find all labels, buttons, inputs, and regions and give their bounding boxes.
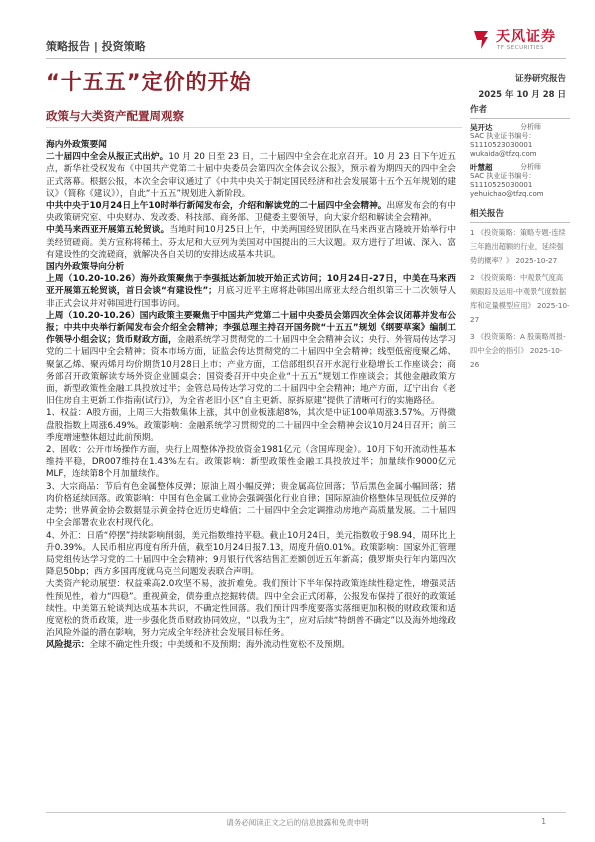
subtitle-divider bbox=[46, 127, 462, 128]
logo-english-name: TF SECURITIES bbox=[497, 45, 544, 51]
authors-heading: 作者 bbox=[470, 103, 570, 119]
related-report-title[interactable]: 2 《投资策略：中观景气度高频跟踪及运用-中观景气度数据库和定量模型应用》 bbox=[470, 273, 567, 310]
paragraph bbox=[46, 639, 456, 651]
related-report-item[interactable] bbox=[470, 330, 570, 372]
paragraph-lead: 上周（10.20-10.26）海外政策聚焦于李强抵达新加坡开始正式访问；10月24日-27日，中美在马来西亚开展第五轮贸谈，首日会谈“有建设性”； bbox=[46, 274, 456, 297]
author-name: 叶慧超 bbox=[470, 163, 493, 172]
paragraph bbox=[46, 273, 456, 310]
author-name: 吴开达 bbox=[470, 123, 493, 132]
paragraph-lead: 上周（10.20-10.26）国内政策主要聚焦于中国共产党第二十届中央委员会第四次全体会议闭幕并发布公报；中共中央举行新闻发布会介绍全会精神；李强总理主持召开国务院“十五五”规划《纲要草案》编制工作领导小组会议；货币财政方面， bbox=[46, 310, 456, 346]
header-divider bbox=[46, 58, 566, 59]
paragraph-text: 金融系统学习贯彻党的二十届四中全会精神会议；央行、外管局传达学习党的二十届四中全会精神；资本市场方面，证监会传达贯彻党的二十届四中全会精神；线型低密度聚乙烯、聚氯乙烯、聚丙烯月均价期货10月28日上市；产业方面，工信部组织召开水泥行业稳增长工作座谈会；商务部召开政策解读专场外资企业圆桌会；国资委召开中央企业“十五五”规划工作座谈会；其他金融政策方面，新型政策性金融工具投放过半；金管总局传达学习党的二十届四中全会精神；地产方面，辽宁出台《老旧住房自主更新工作指南(试行)》，为全省老旧小区“自主更新、原拆原建”提供了清晰可行的实施路径。 bbox=[46, 335, 457, 407]
paragraph-text: 当地时间10月25日上午，中美两国经贸团队在马来西亚吉隆坡开始举行中美经贸磋商。美方宣称将稀土、芬太尼和大豆列为美国对中国提出的三大议题。双方进行了坦诚、深入、富有建设性的交流磋商，就解决各自关切的安排达成基本共识。 bbox=[46, 225, 457, 260]
brand-logo bbox=[470, 26, 570, 56]
related-report-date: 2025-10-26 bbox=[470, 346, 563, 369]
paragraph-text: 出席发布会的有中央政策研究室、中央财办、发改委、科技部、商务部、卫健委主要领导，向大家介绍和解读全会精神。 bbox=[46, 201, 456, 224]
section-heading: 海内外政策要闻 bbox=[46, 140, 107, 150]
author-role: 分析师 bbox=[520, 123, 541, 131]
paragraph bbox=[46, 224, 456, 261]
footer-divider bbox=[46, 812, 566, 813]
paragraph-lead: 中美马来西亚开展第五轮贸谈。 bbox=[46, 225, 170, 236]
page-number: 1 bbox=[541, 817, 546, 826]
report-date: 2025 年 10 月 28 日 bbox=[478, 90, 566, 100]
sidebar bbox=[470, 103, 570, 372]
footer-disclaimer: 请务必阅读正文之后的信息披露和免责申明 bbox=[226, 818, 369, 827]
related-report-date: 2025-10-27 bbox=[515, 256, 558, 265]
author-cert: SAC 执业证书编号：S1110523030001 bbox=[470, 132, 536, 149]
paragraph: 大类资产轮动展望：权益乘高2.0攻坚不易，波折难免。我们预计下半年保持政策连续性稳定性，增强灵活性预见性，着力“四稳”。重视黄金，债券重点挖掘转债。四中全会正式闭幕，公报发布保持了很好的政策延续性。中美第五轮谈判达成基本共识，不确定性回落。我们预计四季度要落实落细更加积极的财政政策和适度宽松的货币政策，进一步强化货币财政协同效应，“以我为主”，应对后续“特朗普不确定”以及海外地缘政治风险外溢的潜在影响，努力完成全年经济社会发展目标任务。 bbox=[46, 579, 456, 639]
author-cert: SAC 执业证书编号：S1110525030001 bbox=[470, 172, 536, 189]
related-report-title[interactable]: 1 《投资策略：策略专题-连续三年跑出超额的行业，延续强势的概率？》 bbox=[470, 228, 566, 265]
report-body bbox=[46, 139, 456, 652]
paragraph-lead: 中共中央于10月24日上午10时举行新闻发布会，介绍和解读党的二十届四中全会精神。 bbox=[46, 201, 387, 212]
author-card bbox=[470, 163, 570, 199]
related-reports-heading: 相关报告 bbox=[470, 207, 570, 223]
paragraph bbox=[46, 151, 456, 200]
logo-mark-icon bbox=[470, 28, 492, 52]
report-subtitle: 政策与大类资产配置周观察 bbox=[46, 109, 184, 123]
paragraph-lead: 风险提示： bbox=[46, 640, 90, 651]
paragraph: 1、权益：A股方面，上周三大指数集体上涨，其中创业板涨超8%，其次是中证100单周涨3.57%。万得微盘股指数上周涨6.49%。政策影响：金融系统学习贯彻党的二十届四中全会精神会议10月24日召开；前三季度增速整体超过此前预期。 bbox=[46, 408, 456, 443]
paragraph-text: 10 月 20 日至 23 日，二十届四中全会在北京召开。10 月 23 日下午近五点，新华社受权发布《中国共产党第二十届中央委员会第四次全体会议公报》，预示着为期四天的四中全会正式落幕。根据公报，本次全会审议通过了《中共中央关于制定国民经济和社会发展第十五个五年规划的建议》（简称《建议》），自此“十五五”规划进入新阶段。 bbox=[46, 152, 456, 199]
report-type: 证券研究报告 bbox=[514, 74, 566, 84]
author-card bbox=[470, 123, 570, 159]
paragraph-text: 月底习近平主席将赴韩国出席亚太经合组织第三十二次领导人非正式会议并对韩国进行国事访问。 bbox=[46, 286, 457, 309]
report-category: 策略报告 | 投资策略 bbox=[46, 40, 146, 53]
author-email[interactable]: wukaida@tfzq.com bbox=[470, 150, 537, 158]
paragraph bbox=[46, 310, 456, 408]
author-email[interactable]: yehuichao@tfzq.com bbox=[470, 190, 544, 198]
paragraph bbox=[46, 200, 456, 224]
related-report-item[interactable] bbox=[470, 271, 570, 327]
paragraph-text: 全球不确定性升级；中美缓和不及预期；海外流动性宽松不及预期。 bbox=[89, 640, 351, 651]
section-heading: 国内外政策导向分析 bbox=[46, 262, 125, 273]
related-report-date: 2025-10-27 bbox=[470, 301, 570, 324]
paragraph-lead: 二十届四中全会从报正式出炉。 bbox=[46, 152, 169, 163]
related-report-title[interactable]: 3 《投资策略：A 股策略周报-四中全会的指引》 bbox=[470, 332, 566, 355]
logo-chinese-name: 天风证券 bbox=[496, 29, 556, 45]
related-report-item[interactable] bbox=[470, 226, 570, 268]
author-role: 分析师 bbox=[520, 163, 541, 171]
report-title: “十五五”定价的开始 bbox=[46, 70, 252, 94]
paragraph: 4、外汇：日盾“停摆”持续影响削弱，美元指数维持平稳。截止10月24日，美元指数收于98.94，周环比上升0.39%。人民币相应再度有所升值，截至10月24日报7.13，周度升值0.01%。政策影响：国家外汇管理局党组传达学习党的二十届四中全会精神；9月银行代客结售汇差额创近五年新高；俄罗斯央行年内第四次降息50bp；西方多国再度就乌克兰问题发表联合声明。 bbox=[46, 530, 456, 578]
paragraph: 2、固收：公开市场操作方面，央行上周整体净投放资金1981亿元（含国库现金）。10月下旬开流动性基本维持平稳，DR007维持在1.43%左右。政策影响：新型政策性金融工具投放过半；加量续作9000亿元MLF，连续第8个月加量续作。 bbox=[46, 445, 456, 480]
paragraph: 3、大宗商品：节后有色金属整体反弹；原油上周小幅反弹；贵金属高位回落；节后黑色金属小幅回落；猪肉价格延续回落。政策影响：中国有色金属工业协会强调强化行业自律；国际原油价格整体呈现低位反弹的走势；世界黄金协会数据显示黄金持仓近历史峰值；二十届四中全会定调推动房地产高质量发展。二十届四中全会部署农业农村现代化。 bbox=[46, 481, 456, 529]
